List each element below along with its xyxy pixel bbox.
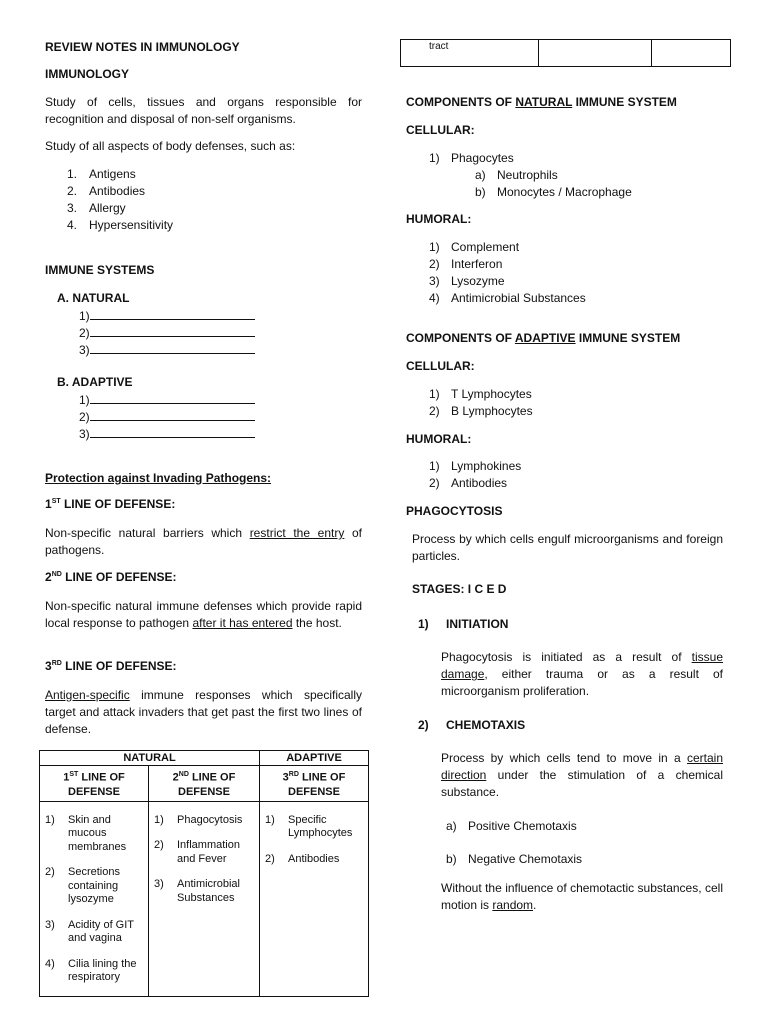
positive-chemotaxis: a) Positive Chemotaxis bbox=[446, 819, 577, 833]
list-item: 2) B Lymphocytes bbox=[429, 404, 533, 418]
adaptive-components-heading: COMPONENTS OF ADAPTIVE IMMUNE SYSTEM bbox=[406, 331, 681, 345]
immunology-definition-2: Study of all aspects of body defenses, such as: bbox=[45, 139, 296, 153]
natural-cellular-list bbox=[429, 150, 632, 201]
list-item: 3) Acidity of GIT and vagina bbox=[45, 918, 134, 945]
list-item: 1) T Lymphocytes bbox=[429, 387, 532, 401]
second-line-cell bbox=[149, 801, 260, 996]
document-title: REVIEW NOTES IN IMMUNOLOGY bbox=[45, 40, 240, 54]
list-item: 3) Antimicrobial Substances bbox=[154, 878, 240, 904]
adaptive-humoral-list bbox=[429, 458, 521, 492]
list-item: 2) Inflammation and Fever bbox=[154, 839, 240, 865]
blank-line[interactable]: 1) bbox=[79, 392, 255, 409]
continued-table bbox=[400, 39, 731, 67]
list-item: 1) Complement bbox=[429, 240, 520, 254]
chemotaxis-heading: 2) CHEMOTAXIS bbox=[418, 718, 526, 732]
list-item: 3. Allergy bbox=[67, 201, 126, 215]
list-item: b) Monocytes / Macrophage bbox=[475, 185, 632, 199]
blank-line[interactable]: 2) bbox=[79, 409, 255, 426]
third-line-col-header: 3RD LINE OF DEFENSE bbox=[260, 766, 369, 802]
natural-humoral-label: HUMORAL: bbox=[406, 212, 472, 226]
list-item: 1) Phagocytosis bbox=[154, 813, 243, 826]
empty-cell bbox=[539, 40, 652, 67]
third-line-cell bbox=[260, 801, 369, 996]
natural-components-heading: COMPONENTS OF NATURAL IMMUNE SYSTEM bbox=[406, 95, 677, 109]
natural-header: NATURAL bbox=[40, 751, 260, 766]
list-item: 4. Hypersensitivity bbox=[67, 218, 174, 232]
third-line-heading: 3RD LINE OF DEFENSE: bbox=[45, 659, 177, 673]
empty-cell bbox=[652, 40, 731, 67]
protection-heading: Protection against Invading Pathogens: bbox=[45, 471, 272, 485]
list-item: 2) Antibodies bbox=[429, 476, 508, 490]
adaptive-cellular-label: CELLULAR: bbox=[406, 359, 475, 373]
blank-line[interactable]: 1) bbox=[79, 308, 255, 325]
first-line-col-header: 1ST LINE OF DEFENSE bbox=[40, 766, 149, 802]
list-item: 3) Lysozyme bbox=[429, 274, 505, 288]
blank-line[interactable]: 2) bbox=[79, 325, 255, 342]
list-item: 1. Antigens bbox=[67, 167, 136, 181]
list-item: 2. Antibodies bbox=[67, 184, 146, 198]
natural-blanks bbox=[79, 308, 255, 359]
adaptive-cellular-list bbox=[429, 386, 533, 420]
blank-line[interactable]: 3) bbox=[79, 342, 255, 359]
list-item: 4) Antimicrobial Substances bbox=[429, 291, 586, 305]
list-item: 2) Secretions containing lysozyme bbox=[45, 866, 120, 906]
aspects-list bbox=[67, 166, 173, 234]
initiation-heading: 1) INITIATION bbox=[418, 617, 509, 631]
list-item: 1) Skin and mucous membranes bbox=[45, 813, 127, 853]
list-item: 1) Specific Lymphocytes bbox=[265, 813, 353, 840]
blank-line[interactable]: 3) bbox=[79, 426, 255, 443]
list-item: 1) Lymphokines bbox=[429, 459, 522, 473]
natural-label: A. NATURAL bbox=[57, 291, 130, 305]
adaptive-humoral-label: HUMORAL: bbox=[406, 432, 472, 446]
adaptive-blanks bbox=[79, 392, 255, 443]
first-line-heading: 1ST LINE OF DEFENSE: bbox=[45, 497, 176, 511]
stages-heading: STAGES: I C E D bbox=[412, 582, 507, 596]
immunology-definition-1: Study of cells, tissues and organs responsible for recognition and disposal of non-self organisms. bbox=[45, 95, 362, 126]
defense-table bbox=[39, 750, 369, 997]
third-line-text: Antigen-specific immune responses which specifically target and attack invaders that get past the first two lines of defense. bbox=[45, 688, 362, 736]
adaptive-label: B. ADAPTIVE bbox=[57, 375, 133, 389]
list-item: 2) Interferon bbox=[429, 257, 503, 271]
initiation-text: Phagocytosis is initiated as a result of tissue damage, either trauma or as a result of microorganism proliferation. bbox=[441, 650, 723, 698]
second-line-col-header: 2ND LINE OF DEFENSE bbox=[149, 766, 260, 802]
adaptive-header: ADAPTIVE bbox=[260, 751, 369, 766]
phagocytosis-heading: PHAGOCYTOSIS bbox=[406, 504, 503, 518]
first-line-text: Non-specific natural barriers which restrict the entry of pathogens. bbox=[45, 526, 363, 557]
tract-cell: tract bbox=[401, 40, 539, 67]
second-line-text: Non-specific natural immune defenses which provide rapid local response to pathogen after it has entered the host. bbox=[45, 599, 362, 630]
chemotaxis-text: Process by which cells tend to move in a certain direction under the stimulation of a chemical substance. bbox=[441, 751, 723, 799]
list-item: a) Neutrophils bbox=[475, 168, 558, 182]
immunology-heading: IMMUNOLOGY bbox=[45, 67, 129, 81]
first-line-cell bbox=[40, 801, 149, 996]
chemotaxis-note: Without the influence of chemotactic substances, cell motion is random. bbox=[441, 881, 723, 912]
natural-cellular-label: CELLULAR: bbox=[406, 123, 475, 137]
negative-chemotaxis: b) Negative Chemotaxis bbox=[446, 852, 583, 866]
list-item: 1) Phagocytes bbox=[429, 151, 514, 165]
second-line-heading: 2ND LINE OF DEFENSE: bbox=[45, 570, 177, 584]
phagocytosis-definition: Process by which cells engulf microorganisms and foreign particles. bbox=[412, 532, 723, 563]
list-item: 4) Cilia lining the respiratory bbox=[45, 957, 137, 984]
natural-humoral-list bbox=[429, 239, 586, 307]
list-item: 2) Antibodies bbox=[265, 852, 340, 865]
immune-systems-heading: IMMUNE SYSTEMS bbox=[45, 263, 155, 277]
